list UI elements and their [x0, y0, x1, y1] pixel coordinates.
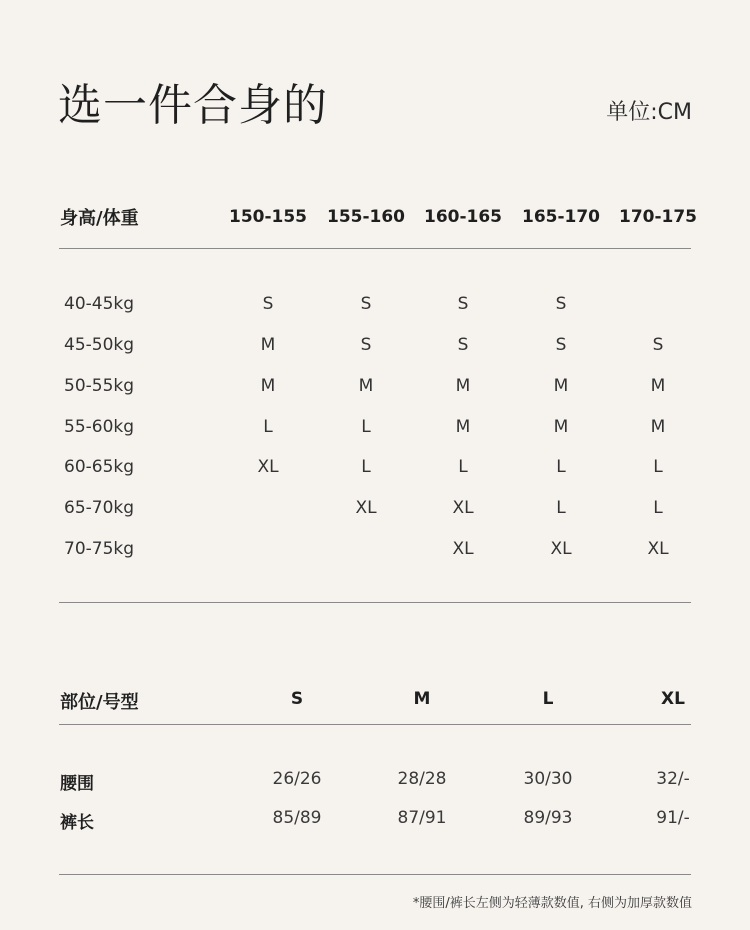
table2-column-header: XL: [661, 689, 685, 709]
size-cell: M: [553, 417, 569, 437]
size-cell: XL: [452, 539, 474, 559]
table2-column-header: L: [542, 689, 554, 709]
size-cell: L: [556, 457, 566, 477]
measurement-cell: 85/89: [272, 808, 322, 828]
table1-corner-label: 身高/体重: [60, 208, 139, 229]
size-cell: S: [652, 335, 664, 355]
table1-bottom-divider: [59, 602, 691, 603]
size-cell: L: [361, 417, 371, 437]
weight-range-label: 60-65kg: [64, 457, 135, 477]
measurement-cell: 89/93: [523, 808, 573, 828]
table2-column-header: S: [290, 689, 304, 709]
measurement-cell: 26/26: [272, 769, 322, 789]
size-cell: M: [650, 417, 666, 437]
size-cell: M: [553, 376, 569, 396]
unit-label: 单位:CM: [606, 100, 692, 125]
measurement-cell: 32/-: [656, 769, 690, 789]
table1-column-header: 155-160: [326, 207, 406, 227]
size-cell: M: [260, 376, 276, 396]
size-cell: M: [260, 335, 276, 355]
measurement-cell: 30/30: [523, 769, 573, 789]
size-cell: S: [360, 294, 372, 314]
table1-column-header: 150-155: [228, 207, 308, 227]
size-cell: L: [653, 457, 663, 477]
size-cell: M: [358, 376, 374, 396]
weight-range-label: 70-75kg: [64, 539, 135, 559]
table2-header-divider: [59, 724, 691, 725]
table2-corner-label: 部位/号型: [60, 692, 139, 713]
size-cell: M: [650, 376, 666, 396]
page-title: 选一件合身的: [58, 80, 328, 131]
table1-column-header: 160-165: [423, 207, 503, 227]
size-cell: L: [556, 498, 566, 518]
size-cell: M: [455, 376, 471, 396]
size-cell: S: [457, 335, 469, 355]
size-cell: L: [263, 417, 273, 437]
measurement-label: 腰围: [60, 774, 94, 794]
table1-header-divider: [59, 248, 691, 249]
size-cell: XL: [452, 498, 474, 518]
size-cell: S: [262, 294, 274, 314]
measurement-cell: 28/28: [397, 769, 447, 789]
measurement-cell: 91/-: [656, 808, 690, 828]
size-cell: M: [455, 417, 471, 437]
size-cell: XL: [550, 539, 572, 559]
size-cell: S: [555, 294, 567, 314]
size-cell: S: [457, 294, 469, 314]
footnote: *腰围/裤长左侧为轻薄款数值, 右侧为加厚款数值: [412, 896, 692, 911]
size-cell: XL: [355, 498, 377, 518]
weight-range-label: 45-50kg: [64, 335, 135, 355]
weight-range-label: 50-55kg: [64, 376, 135, 396]
size-cell: XL: [647, 539, 669, 559]
table2-bottom-divider: [59, 874, 691, 875]
size-cell: L: [458, 457, 468, 477]
measurement-cell: 87/91: [397, 808, 447, 828]
table1-column-header: 165-170: [521, 207, 601, 227]
weight-range-label: 65-70kg: [64, 498, 135, 518]
size-cell: S: [555, 335, 567, 355]
size-cell: S: [360, 335, 372, 355]
table2-column-header: M: [413, 689, 431, 709]
weight-range-label: 55-60kg: [64, 417, 135, 437]
weight-range-label: 40-45kg: [64, 294, 135, 314]
size-cell: L: [653, 498, 663, 518]
size-cell: L: [361, 457, 371, 477]
measurement-label: 裤长: [60, 813, 94, 833]
table1-column-header: 170-175: [618, 207, 698, 227]
size-cell: XL: [257, 457, 279, 477]
